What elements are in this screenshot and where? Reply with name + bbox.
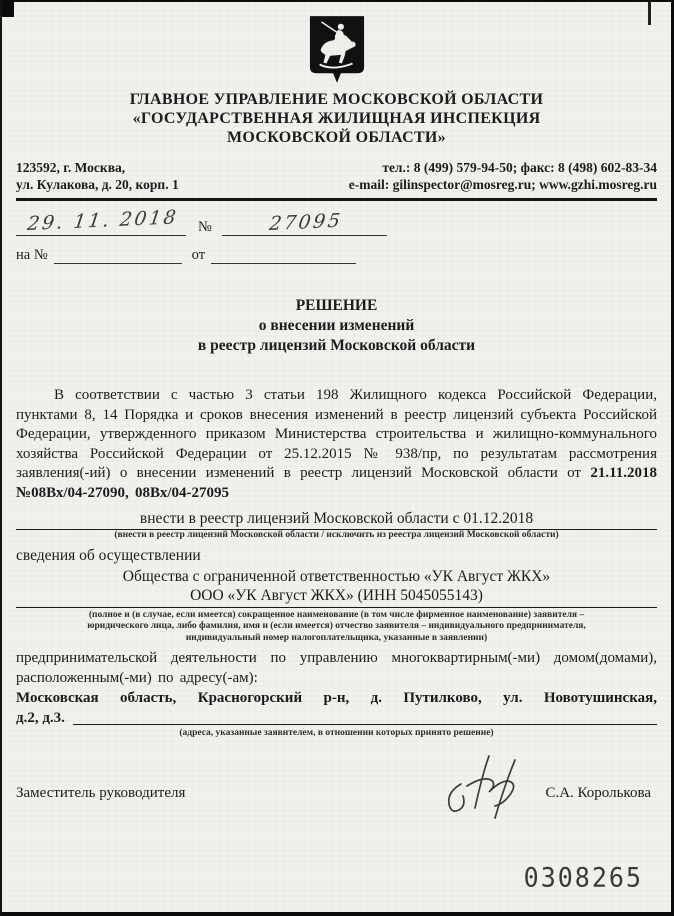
org-name-line2: «ГОСУДАРСТВЕННАЯ ЖИЛИЩНАЯ ИНСПЕКЦИЯ <box>132 110 541 127</box>
title-line3: в реестр лицензий Московской области <box>197 337 476 354</box>
signer-position: Заместитель руководителя <box>16 785 186 801</box>
number-field <box>222 209 387 236</box>
registration-fields <box>16 206 657 264</box>
handwritten-signature <box>431 750 541 828</box>
document-stamp-number: 0308265 <box>523 862 643 893</box>
managed-address-line2-row <box>16 708 657 728</box>
org-name <box>16 90 657 147</box>
org-name-line3: МОСКОВСКОЙ ОБЛАСТИ» <box>227 129 446 146</box>
legal-basis-text: В соответствии с частью 3 статьи 198 Жилищного кодекса Российской Федерации, пунктами 8, 14 Порядка и сроков внесения изменений в реестр лицензий субъекта Российской Федерации, утвержденного приказом Министерства строительства и жилищно-коммунального хозяйства Российской Федерации от 25.12.2015 № 938/пр, по результатам рассмотрения заявления(-ий) о внесении изменений в реестр лицензий Московской области от <box>16 387 657 481</box>
number-sign: № <box>198 219 212 235</box>
reply-number-blank <box>54 263 182 264</box>
decision-action-caption: (внести в реестр лицензий Московской области / исключить из реестра лицензий Московской области) <box>114 530 559 540</box>
doc-date-number-row <box>16 206 657 236</box>
letterhead-contacts <box>16 159 657 193</box>
scan-corner-artifact <box>2 2 14 17</box>
reply-from-label: от <box>191 247 206 263</box>
letterhead-divider <box>16 198 657 201</box>
managed-address-line1: Московская область, Красногорский р-н, д. Путилково, ул. Новотушинская, <box>16 690 657 706</box>
title-line1: РЕШЕНИЕ <box>295 297 378 314</box>
information-about-line: сведения об осуществлении <box>16 546 201 564</box>
application-refs-bold: 21.11.2018 №08Вх/04-27090, 08Вх/04-27095 <box>16 465 657 501</box>
org-name-line1: ГЛАВНОЕ УПРАВЛЕНИЕ МОСКОВСКОЙ ОБЛАСТИ <box>129 91 544 108</box>
signer-name: С.А. Королькова <box>545 785 651 801</box>
title-line2: о внесении изменений <box>258 317 415 334</box>
company-field-caption <box>16 610 657 645</box>
org-address <box>16 159 179 193</box>
address-underline <box>73 724 657 725</box>
org-email-site: e-mail: gilinspector@mosreg.ru; www.gzhi.mosreg.ru <box>348 177 657 192</box>
address-field-caption: (адреса, указанные заявителем, в отношении которых принято решение) <box>179 728 494 738</box>
signature-block <box>16 764 657 824</box>
org-phone-email <box>349 159 657 193</box>
org-address-line2: ул. Кулакова, д. 20, корп. 1 <box>16 177 179 192</box>
reply-number-label: на № <box>16 247 48 263</box>
company-caption-line3: индивидуальный номер налогоплательщика, указанные в заявлении) <box>185 632 488 643</box>
reply-date-blank <box>211 263 356 264</box>
date-field <box>16 206 186 236</box>
org-phone-fax: тел.: 8 (499) 579-94-50; факс: 8 (498) 602-83-34 <box>382 160 657 175</box>
handwritten-date: 29. 11. 2018 <box>25 206 180 235</box>
document-title <box>16 296 657 356</box>
handwritten-number: 27095 <box>267 209 344 235</box>
legal-basis-paragraph <box>16 386 657 503</box>
reply-to-row <box>16 240 657 264</box>
activity-paragraph: предпринимательской деятельности по управлению многоквартирным(-ми) домом(домами), расположенным(-ми) по адресу(-ам): <box>16 650 657 686</box>
org-address-line1: 123592, г. Москва, <box>16 160 126 175</box>
company-full-name: Общества с ограниченной ответственностью «УК Август ЖКХ» <box>122 567 551 585</box>
company-caption-line1: (полное и (в случае, если имеется) сокращенное наименование (в том числе фирменное наименование) заявителя – <box>88 609 585 620</box>
managed-address-line2: д.2, д.3. <box>16 710 65 726</box>
moscow-oblast-coat-of-arms-icon <box>308 14 366 86</box>
company-short-name: ООО «УК Август ЖКХ» (ИНН 5045055143) <box>16 587 657 608</box>
scan-edge-artifact <box>648 2 651 25</box>
decision-action-line: внести в реестр лицензий Московской области с 01.12.2018 <box>16 510 657 530</box>
company-caption-line2: юридического лица, либо фамилия, имя и (если имеется) отчество заявителя – индивидуального предпринимателя, <box>87 621 586 631</box>
